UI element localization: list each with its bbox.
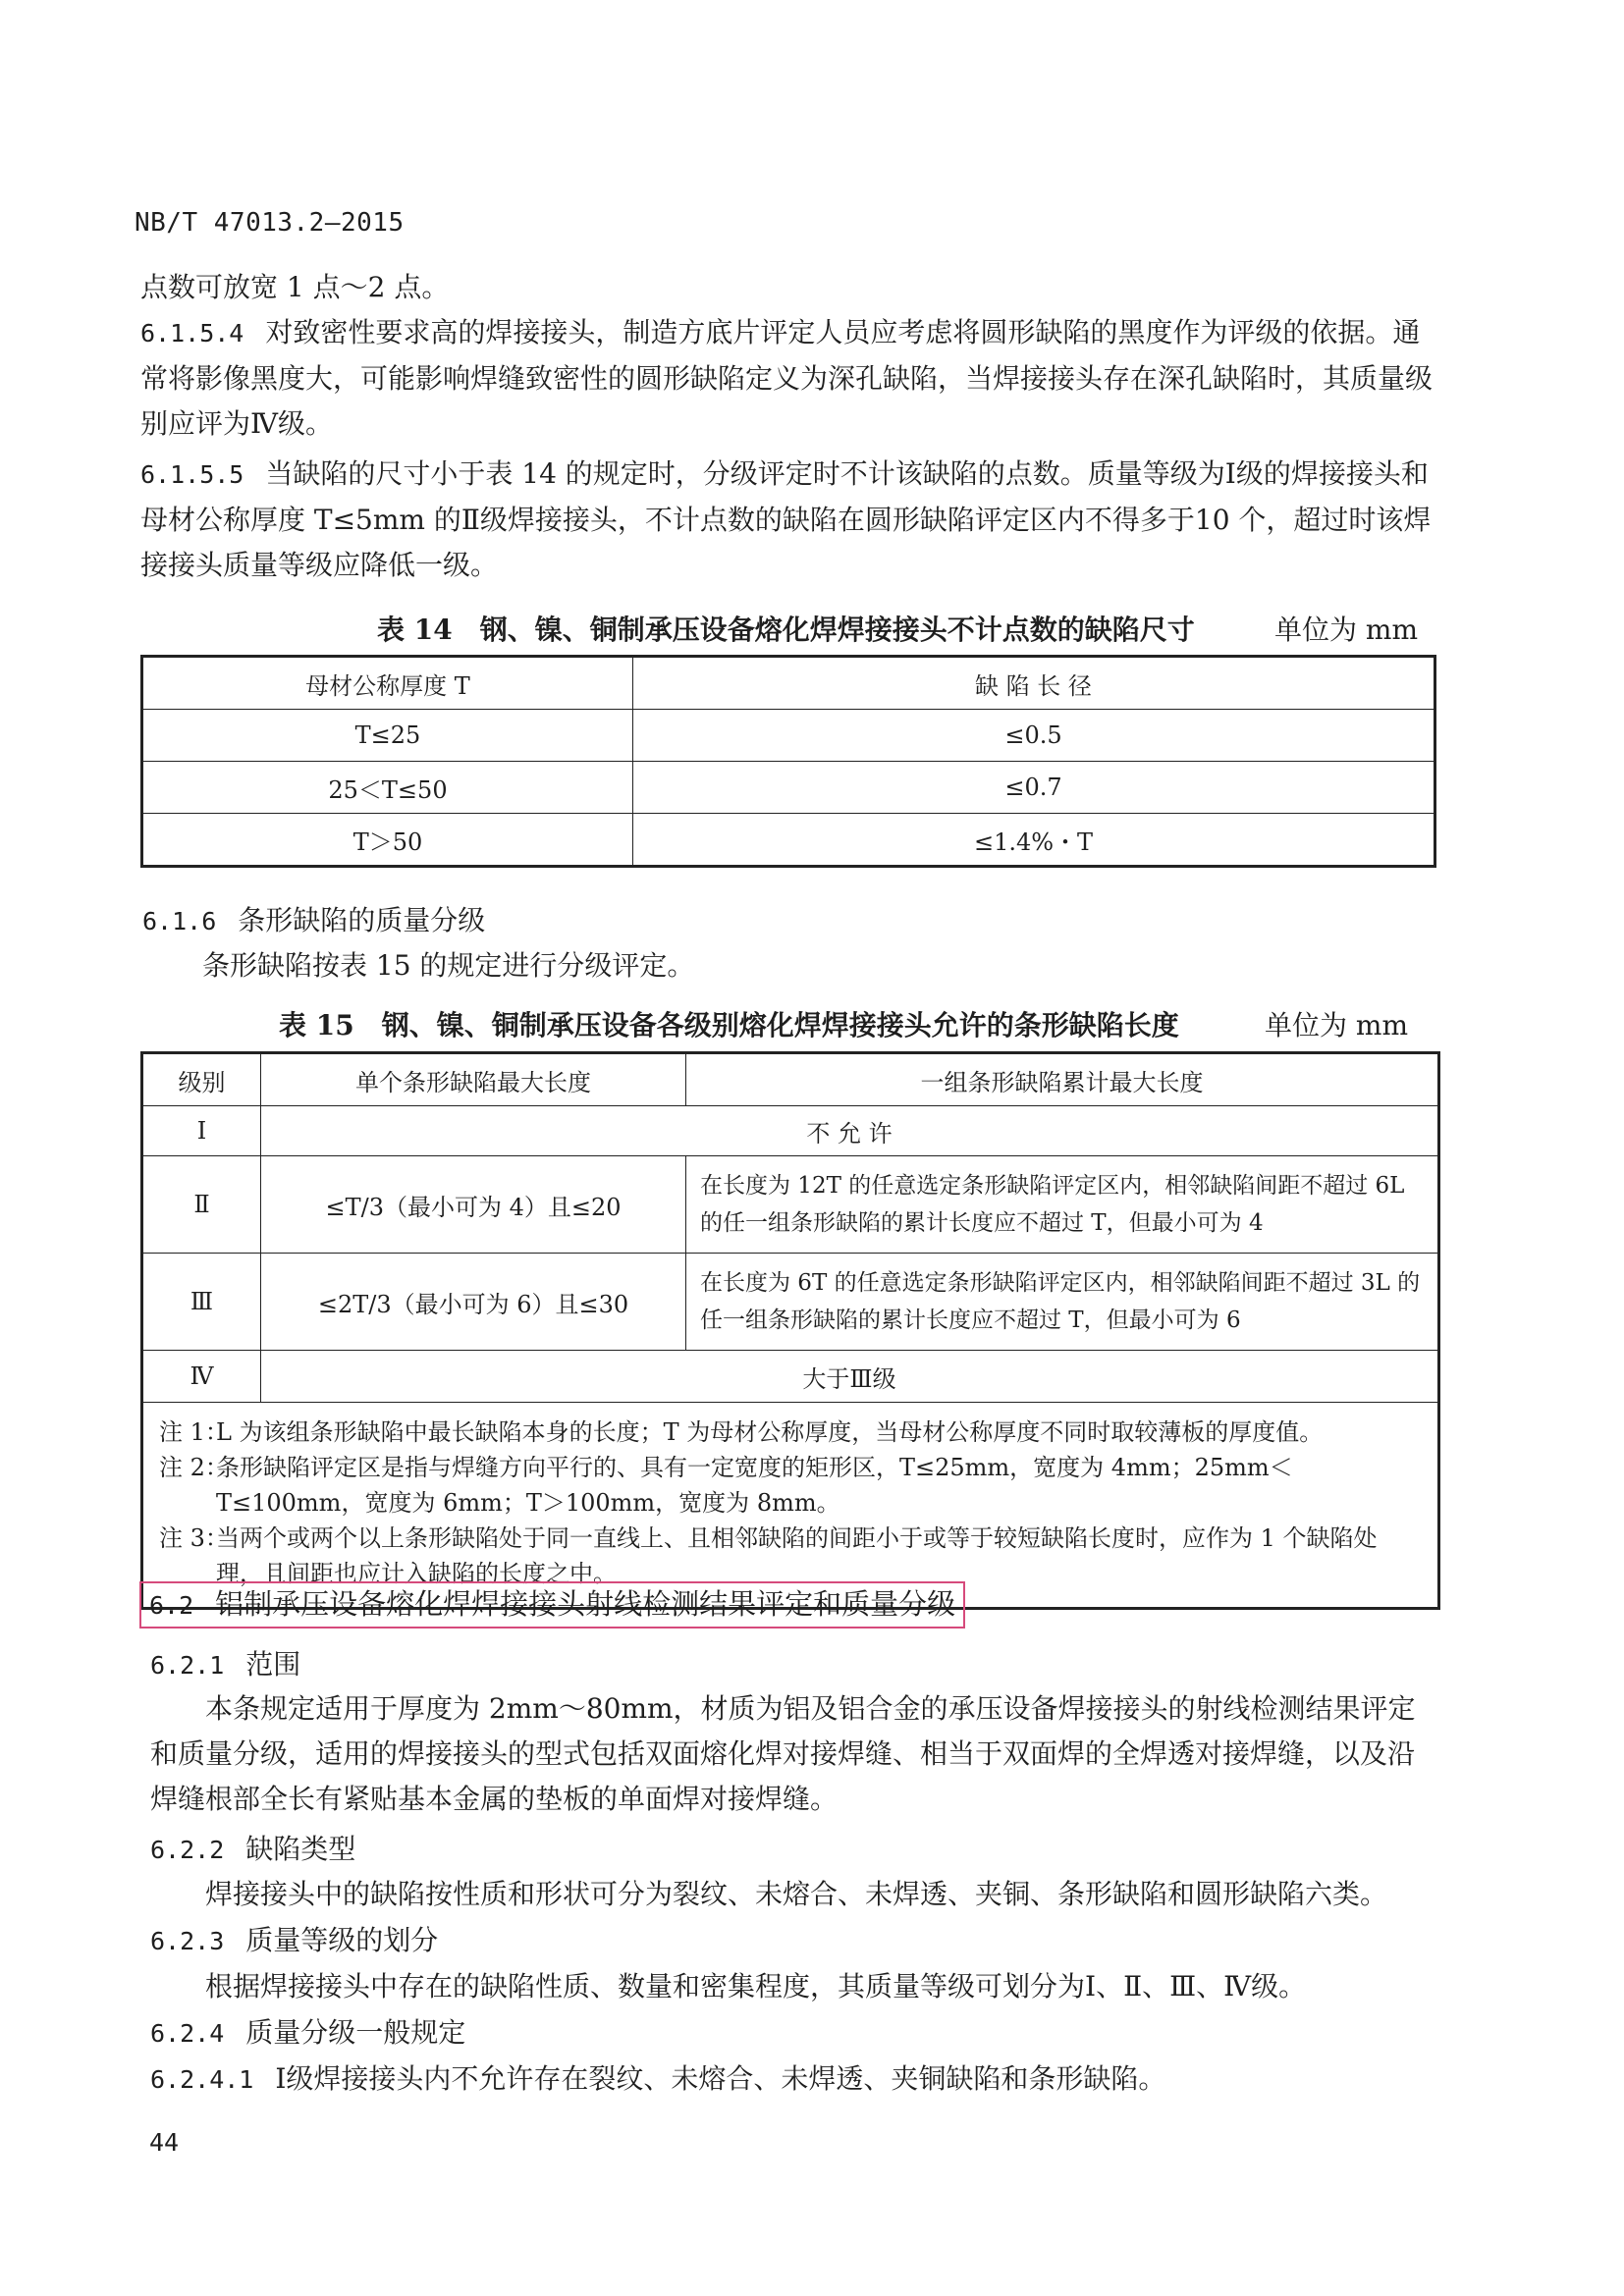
diameter-cell: ≤0.7 xyxy=(633,762,1435,814)
clause-6-1-6-text: 条形缺陷按表 15 的规定进行分级评定。 xyxy=(202,949,695,982)
intro-text: 点数可放宽 1 点～2 点。 xyxy=(140,271,450,303)
note-tag: 注 2： xyxy=(159,1454,229,1481)
note-text: 当两个或两个以上条形缺陷处于同一直线上、且相邻缺陷的间距小于或等于较短缺陷长度时，应作为 1 个缺陷处理，且间距也应计入缺陷的长度之中。 xyxy=(216,1524,1378,1587)
grade-cell: Ⅲ xyxy=(142,1254,261,1351)
header-grade: 级别 xyxy=(142,1053,261,1106)
notes-row xyxy=(142,1403,1439,1609)
table-header-row xyxy=(142,657,1435,710)
clause-title: 质量等级的划分 xyxy=(245,1924,439,1956)
clause-number: 6.1.5.4 xyxy=(140,319,244,347)
single-max-cell: ≤T/3（最小可为 4）且≤20 xyxy=(261,1156,686,1254)
clause-6-2-4 xyxy=(150,2011,465,2051)
clause-6-2-4-1 xyxy=(150,2057,1165,2097)
note-text: 条形缺陷评定区是指与焊缝方向平行的、具有一定宽度的矩形区，T≤25mm，宽度为 4mm；25mm＜T≤100mm，宽度为 6mm；T＞100mm，宽度为 8mm。 xyxy=(216,1454,1293,1517)
clause-text: 当缺陷的尺寸小于表 14 的规定时，分级评定时不计该缺陷的点数。质量等级为Ⅰ级的焊接接头和母材公称厚度 T≤5mm 的Ⅱ级焊接接头，不计点数的缺陷在圆形缺陷评定区内不得多于10 个，超过时该焊接接头质量等级应降低一级。 xyxy=(140,457,1432,581)
table-row xyxy=(142,1351,1439,1403)
header-defect-diameter: 缺 陷 长 径 xyxy=(633,657,1435,710)
table14-unit: 单位为 mm xyxy=(1274,614,1419,646)
clause-title: 条形缺陷的质量分级 xyxy=(238,904,486,936)
table14-caption: 表 14 钢、镍、铜制承压设备熔化焊焊接接头不计点数的缺陷尺寸 xyxy=(377,614,1195,646)
group-max-cell: 在长度为 12T 的任意选定条形缺陷评定区内，相邻缺陷间距不超过 6L 的任一组条形缺陷的累计长度应不超过 T，但最小可为 4 xyxy=(686,1156,1439,1254)
clause-title: 缺陷类型 xyxy=(245,1833,356,1865)
table-row xyxy=(142,710,1435,762)
table-row xyxy=(142,1156,1439,1254)
table-15 xyxy=(140,1051,1440,1610)
clause-number: 6.1.6 xyxy=(142,907,217,935)
note-tag: 注 1： xyxy=(159,1418,229,1446)
clause-6-2-3-text: 根据焊接接头中存在的缺陷性质、数量和密集程度，其质量等级可划分为Ⅰ、Ⅱ、Ⅲ、Ⅳ级。 xyxy=(205,1970,1307,2002)
note-text: L 为该组条形缺陷中最长缺陷本身的长度；T 为母材公称厚度，当母材公称厚度不同时取较薄板的厚度值。 xyxy=(216,1418,1324,1446)
header-thickness: 母材公称厚度 T xyxy=(142,657,633,710)
header-group-max: 一组条形缺陷累计最大长度 xyxy=(686,1053,1439,1106)
thickness-cell: 25＜T≤50 xyxy=(142,762,633,814)
thickness-cell: T＞50 xyxy=(142,814,633,867)
clause-number: 6.2.1 xyxy=(150,1651,225,1680)
table15-caption: 表 15 钢、镍、铜制承压设备各级别熔化焊焊接接头允许的条形缺陷长度 xyxy=(279,1009,1179,1041)
clause-number: 6.2.4 xyxy=(150,2019,225,2048)
clause-title: 范围 xyxy=(245,1648,301,1681)
section-number: 6.2 xyxy=(149,1591,194,1620)
clause-6-2-2-text: 焊接接头中的缺陷按性质和形状可分为裂纹、未熔合、未焊透、夹铜、条形缺陷和圆形缺陷六类。 xyxy=(205,1878,1388,1910)
clause-text: Ⅰ级焊接接头内不允许存在裂纹、未熔合、未焊透、夹铜缺陷和条形缺陷。 xyxy=(275,2062,1166,2095)
clause-number: 6.2.3 xyxy=(150,1927,225,1955)
thickness-cell: T≤25 xyxy=(142,710,633,762)
clause-6-2-1 xyxy=(150,1643,300,1682)
note-tag: 注 3： xyxy=(159,1524,229,1552)
clause-6-2-1-text: 本条规定适用于厚度为 2mm～80mm，材质为铝及铝合金的承压设备焊接接头的射线检测结果评定和质量分级，适用的焊接接头的型式包括双面熔化焊对接焊缝、相当于双面焊的全焊透对接焊缝，以及沿焊缝根部全长有紧贴基本金属的垫板的单面焊对接焊缝。 xyxy=(150,1692,1416,1815)
clause-title: 质量分级一般规定 xyxy=(245,2016,466,2049)
table15-unit: 单位为 mm xyxy=(1265,1009,1409,1041)
clause-6-2-3 xyxy=(150,1919,438,1958)
clause-6-1-5-5 xyxy=(140,452,1436,588)
notes-cell xyxy=(142,1403,1439,1609)
clause-6-2-2 xyxy=(150,1828,355,1867)
clause-number: 6.2.4.1 xyxy=(150,2065,254,2094)
section-6-2-highlighted-heading xyxy=(139,1581,965,1629)
table-row xyxy=(142,762,1435,814)
table-row xyxy=(142,1106,1439,1156)
diameter-cell: ≤0.5 xyxy=(633,710,1435,762)
table-row xyxy=(142,814,1435,867)
page-number: 44 xyxy=(149,2128,180,2157)
group-max-cell: 在长度为 6T 的任意选定条形缺陷评定区内，相邻缺陷间距不超过 3L 的任一组条形缺陷的累计长度应不超过 T，但最小可为 6 xyxy=(686,1254,1439,1351)
section-title: 铝制承压设备熔化焊焊接接头射线检测结果评定和质量分级 xyxy=(215,1587,956,1621)
clause-6-1-6 xyxy=(142,899,485,938)
grade-cell: Ⅰ xyxy=(142,1106,261,1156)
single-max-cell: ≤2T/3（最小可为 6）且≤30 xyxy=(261,1254,686,1351)
table-14 xyxy=(140,655,1436,868)
grade-cell: Ⅳ xyxy=(142,1351,261,1403)
note-1 xyxy=(159,1415,1418,1450)
grade-cell: Ⅱ xyxy=(142,1156,261,1254)
merged-cell: 大于Ⅲ级 xyxy=(261,1351,1439,1403)
merged-cell: 不 允 许 xyxy=(261,1106,1439,1156)
note-2 xyxy=(159,1450,1418,1521)
standard-code: NB/T 47013.2—2015 xyxy=(135,208,405,238)
clause-text: 对致密性要求高的焊接接头，制造方底片评定人员应考虑将圆形缺陷的黑度作为评级的依据。通常将影像黑度大，可能影响焊缝致密性的圆形缺陷定义为深孔缺陷，当焊接接头存在深孔缺陷时，其质量级别应评为Ⅳ级。 xyxy=(140,316,1434,440)
header-single-max: 单个条形缺陷最大长度 xyxy=(261,1053,686,1106)
clause-6-1-5-4 xyxy=(140,310,1436,447)
clause-number: 6.1.5.5 xyxy=(140,460,244,489)
table-header-row xyxy=(142,1053,1439,1106)
clause-number: 6.2.2 xyxy=(150,1836,225,1864)
diameter-cell: ≤1.4%・T xyxy=(633,814,1435,867)
table-row xyxy=(142,1254,1439,1351)
